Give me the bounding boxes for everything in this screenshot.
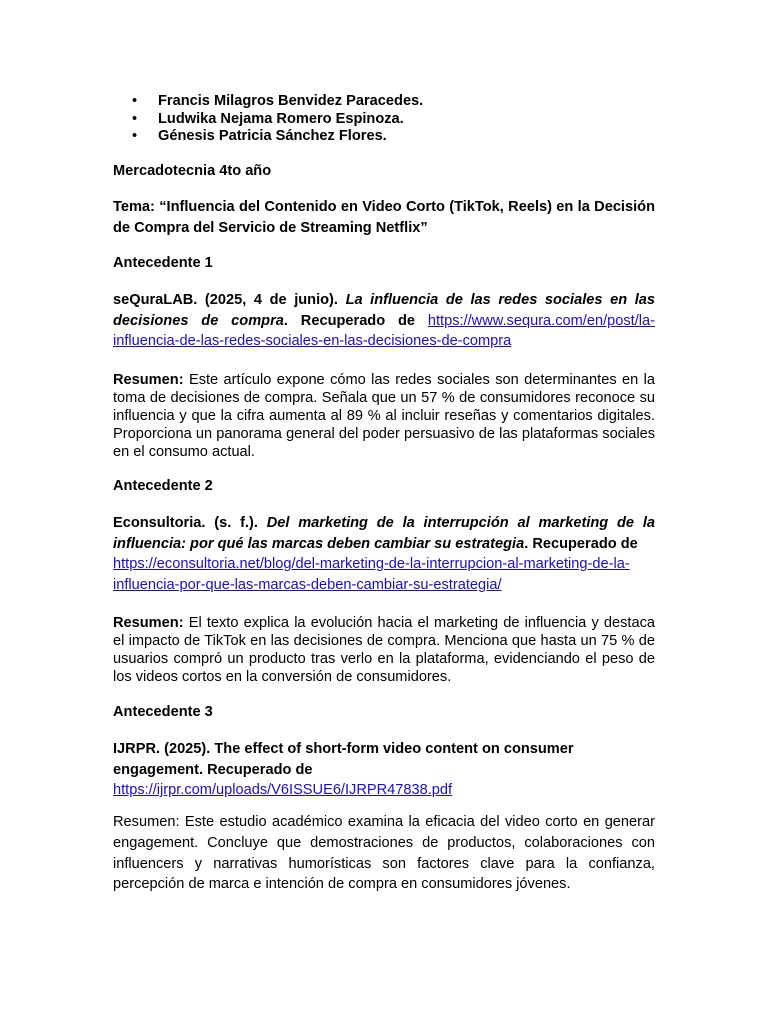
antecedente-heading: Antecedente 3 bbox=[113, 704, 213, 720]
summary-label: Resumen: bbox=[113, 615, 184, 631]
citation-suffix: . Recuperado de bbox=[283, 312, 428, 329]
document-page bbox=[113, 93, 655, 893]
summary: Resumen: Este estudio académico examina la eficacia del video corto en generar engagement. Concluye que demostraciones de productos, colaboraciones con influencers y narrativas humorísticas son factores clave para la confianza, percepción de marca e intención de compra en consumidores jóvenes. bbox=[113, 814, 655, 893]
citation bbox=[113, 290, 655, 352]
citation-suffix: . Recuperado de bbox=[524, 535, 638, 552]
tema bbox=[113, 197, 655, 238]
citation-link[interactable]: https://www.sequra.com/en/post/la-influencia-de-las-redes-sociales-en-las-decisiones-de-compra bbox=[113, 312, 655, 349]
citation bbox=[113, 513, 655, 595]
bullet-icon: • bbox=[132, 128, 138, 144]
citation-author: Econsultoria. (s. f.). bbox=[113, 515, 267, 531]
bullet-icon: • bbox=[132, 93, 138, 109]
summary-text: Este artículo expone cómo las redes sociales son determinantes en la toma de decisiones de compra. Señala que un 57 % de consumidores reconoce su influencia y que la cifra aumenta al 89 % al incluir reseñas y comentarios digitales. Proporciona un panorama general del poder persuasivo de las plataformas sociales en el consumo actual. bbox=[113, 372, 655, 460]
author-name: Génesis Patricia Sánchez Flores. bbox=[158, 128, 387, 144]
citation-title: Del marketing de la interrupción al marketing de la influencia: por qué las marcas deben cambiar su estrategia bbox=[113, 515, 655, 552]
antecedente-heading: Antecedente 2 bbox=[113, 478, 213, 494]
bullet-icon: • bbox=[132, 110, 138, 127]
tema-label: Tema: bbox=[113, 199, 155, 215]
author-name: Francis Milagros Benvidez Paracedes. bbox=[158, 93, 424, 109]
citation-link[interactable]: https://econsultoria.net/blog/del-marketing-de-la-interrupcion-al-marketing-de-la-influencia-por-que-las-marcas-deben-cambiar-su-estrategia/ bbox=[113, 556, 630, 593]
author-item bbox=[113, 111, 655, 129]
antecedente-heading: Antecedente 1 bbox=[113, 255, 213, 271]
author-item bbox=[113, 93, 655, 111]
author-name: Ludwika Nejama Romero Espinoza. bbox=[158, 110, 404, 127]
citation bbox=[113, 739, 655, 801]
summary bbox=[113, 614, 655, 686]
author-list bbox=[113, 93, 655, 146]
citation-author: seQuraLAB. (2025, 4 de junio). bbox=[113, 292, 346, 308]
citation-line: IJRPR. (2025). The effect of short-form video content on consumer bbox=[113, 741, 574, 757]
summary-label: Resumen: bbox=[113, 372, 184, 388]
tema-text: “Influencia del Contenido en Video Corto (TikTok, Reels) en la Decisión de Compra del Servicio de Streaming Netflix” bbox=[113, 199, 655, 236]
author-item bbox=[113, 128, 655, 146]
citation-link[interactable]: https://ijrpr.com/uploads/V6ISSUE6/IJRPR47838.pdf bbox=[113, 782, 453, 798]
citation-line: engagement. Recuperado de bbox=[113, 761, 313, 778]
citation-title: La influencia de las redes sociales en las decisiones de compra bbox=[113, 292, 655, 329]
summary-text: El texto explica la evolución hacia el marketing de influencia y destaca el impacto de TikTok en las decisiones de compra. Menciona que hasta un 75 % de usuarios compró un producto tras verlo en la plataforma, evidenciando el peso de los videos cortos en la conversión de consumidores. bbox=[113, 615, 655, 685]
summary bbox=[113, 371, 655, 461]
course-title: Mercadotecnia 4to año bbox=[113, 163, 272, 179]
